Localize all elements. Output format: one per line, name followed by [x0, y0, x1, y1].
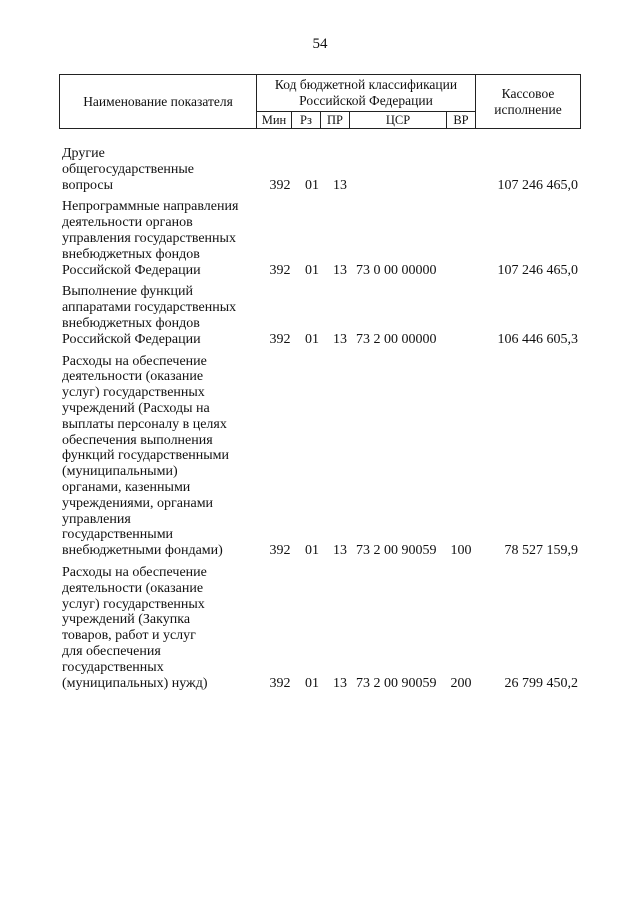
header-pr: ПР [321, 112, 350, 129]
header-budget-code [257, 75, 476, 112]
row-amount: 107 246 465,0 [497, 262, 578, 278]
row-name-line: выплаты персоналу в целях [62, 416, 227, 432]
header-execution-column [476, 75, 581, 129]
header-execution-line1: Кассовое [501, 85, 555, 101]
table-header [59, 74, 581, 129]
header-min: Мин [257, 112, 292, 129]
row-name-line: управления [62, 511, 131, 527]
row-rz: 01 [305, 177, 319, 193]
row-name-line: обеспечения выполнения [62, 432, 213, 448]
row-pr: 13 [333, 675, 347, 691]
row-name-line: товаров, работ и услуг [62, 628, 196, 644]
row-name-line: Выполнение функций [62, 284, 193, 300]
row-rz: 01 [305, 675, 319, 691]
table-row [0, 354, 640, 559]
row-csr: 73 2 00 90059 [356, 543, 437, 559]
row-name-line: (муниципальных) нужд) [62, 675, 208, 691]
row-name-line: для обеспечения [62, 643, 161, 659]
header-name-column: Наименование показателя [60, 75, 257, 129]
row-name-line: услуг) государственных [62, 596, 205, 612]
row-name [62, 146, 260, 193]
row-name-line: управления государственных [62, 230, 236, 246]
row-name-line: внебюджетными фондами) [62, 543, 223, 559]
row-name-line: деятельности (оказание [62, 369, 204, 385]
row-name-line: аппаратами государственных [62, 300, 237, 316]
row-name-line: органами, казенными [62, 479, 191, 495]
table-row [0, 199, 640, 278]
row-rz: 01 [305, 331, 319, 347]
row-name-line: государственных [62, 659, 164, 675]
table-row [0, 146, 640, 193]
row-name-line: Расходы на обеспечение [62, 353, 207, 369]
row-min: 392 [269, 331, 291, 347]
table-row [0, 565, 640, 691]
row-name-line: учреждениями, органами [62, 495, 214, 511]
table-body [0, 146, 640, 697]
row-name [62, 199, 260, 278]
header-vr: ВР [447, 112, 476, 129]
header-budget-code-line1: Код бюджетной классификации [274, 77, 458, 92]
row-min: 392 [269, 177, 291, 193]
row-min: 392 [269, 675, 291, 691]
header-rz: Рз [292, 112, 321, 129]
row-amount: 106 446 605,3 [497, 331, 578, 347]
row-name-line: учреждений (Расходы на [62, 400, 210, 416]
row-name [62, 565, 260, 691]
row-name-line: Другие [62, 146, 105, 161]
row-vr: 100 [450, 543, 472, 559]
row-rz: 01 [305, 262, 319, 278]
row-pr: 13 [333, 262, 347, 278]
row-name-line: внебюджетных фондов [62, 315, 200, 331]
row-name-line: общегосударственные [62, 161, 195, 177]
header-execution-line2: исполнение [494, 101, 562, 117]
row-csr: 73 2 00 90059 [356, 675, 437, 691]
header-budget-code-line2: Российской Федерации [299, 93, 433, 108]
row-name-line: вопросы [62, 177, 113, 193]
row-name-line: функций государственными [62, 448, 230, 464]
row-amount: 26 799 450,2 [504, 675, 578, 691]
row-name-line: Расходы на обеспечение [62, 564, 207, 580]
row-pr: 13 [333, 543, 347, 559]
row-name-line: деятельности органов [62, 215, 193, 231]
row-amount: 78 527 159,9 [504, 543, 578, 559]
row-amount: 107 246 465,0 [497, 177, 578, 193]
row-rz: 01 [305, 543, 319, 559]
row-name-line: (муниципальными) [62, 464, 178, 480]
row-name-line: внебюджетных фондов [62, 246, 200, 262]
row-name-line: Российской Федерации [62, 262, 201, 278]
row-min: 392 [269, 262, 291, 278]
row-csr: 73 0 00 00000 [356, 262, 437, 278]
table-row [0, 284, 640, 347]
row-name-line: государственными [62, 527, 174, 543]
row-name-line: Непрограммные направления [62, 199, 239, 215]
row-min: 392 [269, 543, 291, 559]
row-name-line: учреждений (Закупка [62, 612, 191, 628]
row-name-line: Российской Федерации [62, 331, 201, 347]
row-pr: 13 [333, 331, 347, 347]
row-name-line: услуг) государственных [62, 385, 205, 401]
page-number: 54 [312, 36, 328, 52]
header-csr: ЦСР [350, 112, 447, 129]
row-csr: 73 2 00 00000 [356, 331, 437, 347]
row-name [62, 354, 260, 559]
row-vr: 200 [450, 675, 472, 691]
row-pr: 13 [333, 177, 347, 193]
row-name [62, 284, 260, 347]
row-name-line: деятельности (оказание [62, 580, 204, 596]
